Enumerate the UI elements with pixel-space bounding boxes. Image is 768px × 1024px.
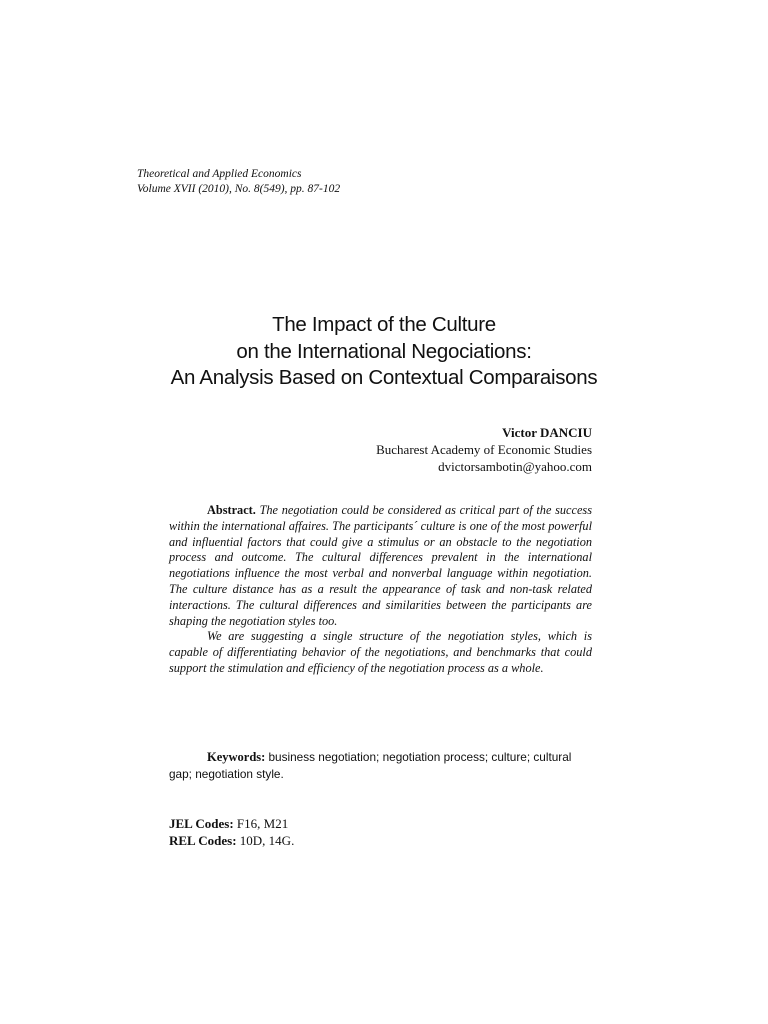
title-line-3: An Analysis Based on Contextual Comparaisons xyxy=(170,366,598,389)
abstract-label: Abstract. xyxy=(207,503,256,517)
jel-label: JEL Codes: xyxy=(169,816,234,831)
keywords-text: business negotiation; negotiation process; culture; cultural gap; negotiation style. xyxy=(169,750,572,781)
title-line-1: The Impact of the Culture xyxy=(272,313,496,336)
rel-label: REL Codes: xyxy=(169,833,237,848)
author-name: Victor DANCIU xyxy=(502,425,592,440)
rel-codes xyxy=(169,832,294,849)
abstract-text-1: The negotiation could be considered as critical part of the success within the international affaires. The participants´ culture is one of the most powerful and influential factors that could give a stimulus or an obstacle to the negotiation process and outcome. The cultural differences prevalent in the international negotiations influence the most verbal and nonverbal language within negotiation. The culture distance has as a result the appearance of task and non-task related interactions. The cultural differences and similarities between the participants are shaping the negotiation styles too. xyxy=(169,503,592,628)
journal-header xyxy=(137,167,340,197)
paper-title xyxy=(0,312,768,392)
abstract-paragraph-2: We are suggesting a single structure of the negotiation styles, which is capable of differentiating behavior of the negotiations, and benchmarks that could support the stimulation and efficiency of the negotiation process as a whole. xyxy=(169,629,592,675)
journal-name: Theoretical and Applied Economics xyxy=(137,168,302,180)
keywords xyxy=(169,749,594,783)
abstract xyxy=(169,503,592,677)
title-line-2: on the International Negociations: xyxy=(236,339,532,363)
abstract-paragraph-1 xyxy=(169,503,592,629)
rel-value: 10D, 14G. xyxy=(239,833,295,848)
keywords-label: Keywords: xyxy=(207,750,266,764)
author-email: dvictorsambotin@yahoo.com xyxy=(438,459,592,474)
jel-value: F16, M21 xyxy=(236,816,289,831)
classification-codes xyxy=(169,815,294,849)
journal-volume: Volume XVII (2010), No. 8(549), pp. 87-102 xyxy=(137,183,341,195)
author-affiliation: Bucharest Academy of Economic Studies xyxy=(376,442,592,457)
jel-codes xyxy=(169,815,294,832)
author-block xyxy=(376,424,592,475)
